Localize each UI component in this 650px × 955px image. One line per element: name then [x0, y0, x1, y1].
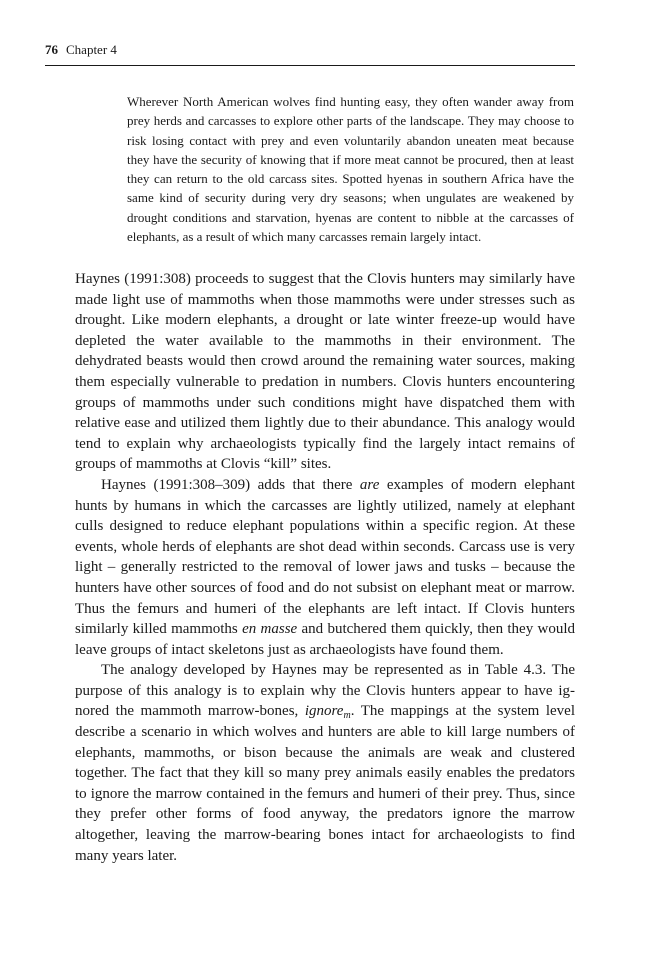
page-number: 76 [45, 42, 58, 57]
paragraph-3 [75, 660, 575, 866]
paragraph-1: Haynes (1991:308) proceeds to suggest that the Clovis hunters may similarly have made light use of mammoths when those mammoths were under stresses such as drought. Like modern elephants, a drought or late winter freeze-up would have depleted the water available to the mammoths in their environment. The dehydrated beasts would then crowd around the remaining water sources, making them especially vulnerable to predation in numbers. Clovis hunters encountering groups of mammoths under such conditions might have dispatched them with relative ease and utilized them lightly due to their abundance. This analogy would tend to explain why archaeologists typically find the largely intact remains of groups of mammoths at Clovis “kill” sites. [75, 271, 575, 473]
paragraph-2-emphasis-en-masse: en masse [242, 621, 298, 638]
running-head [45, 41, 575, 59]
block-quote: Wherever North American wolves find hunting easy, they often wander away from prey herds and carcasses to explore other parts of the landscape. They may choose to risk losing contact with prey and even voluntarily abandon uneaten meat because they have the security of knowing that if more meat cannot be procured, then at least they can return to the old carcass sites. Spotted hyenas in southern Africa have the same kind of security during very dry seasons; when ungulates are weakened by drought conditions and starvation, hyenas are content to nibble at the carcasses of elephants, as a result of which many carcasses remain largely intact. [127, 94, 574, 245]
chapter-label: Chapter 4 [66, 42, 117, 57]
paragraph-2 [75, 475, 575, 660]
paragraph-3-term-subscript: m [343, 710, 351, 722]
paragraph-2-text-e: and butchered them quickly, then they would leave groups of intact skeletons just as archaeologists have found them. [75, 621, 575, 658]
paragraph-2-emphasis-are: are [359, 476, 380, 493]
paragraph-3-text-c: . The mappings at the system level describe a scenario in which wolves and hunters are able to kill large numbers of elephants, mammoths, or bison because the animals are weak and clustered together. The fact that they kill so many prey animals easily enables the predators to ignore the marrow contained in the femurs and humeri of their prey. Thus, since they prefer other forms of food anyway, the predators ignore the marrow altogether, leaving the marrow-bearing bones intact for archaeologists to find many years later. [75, 703, 575, 864]
paragraph-3-text-a: The analogy developed by Haynes may be represented as in Table 4.3. The purpose of this analogy is to explain why the Clovis hunters appear to have ignored the mammoth marrow-bones, [75, 662, 575, 720]
paragraph-3-term-ignore: ignore [304, 703, 344, 720]
body-text [75, 269, 575, 866]
header-rule [45, 65, 575, 66]
paragraph-2-text-c: examples of modern elephant hunts by humans in which the carcasses are lightly utilized, namely at elephant culls designed to reduce elephant populations within a specific region. At these events, whole herds of elephants are shot dead within seconds. Carcass use is very light – generally restricted to the removal of lower jaws and tusks – because the hunters have other sources of food and do not subsist on elephant meat or marrow. Thus the femurs and humeri of the elephants are left intact. If Clovis hunters similarly killed mammoths [75, 476, 575, 638]
paragraph-2-text-a: Haynes (1991:308–309) adds that there [101, 476, 360, 493]
